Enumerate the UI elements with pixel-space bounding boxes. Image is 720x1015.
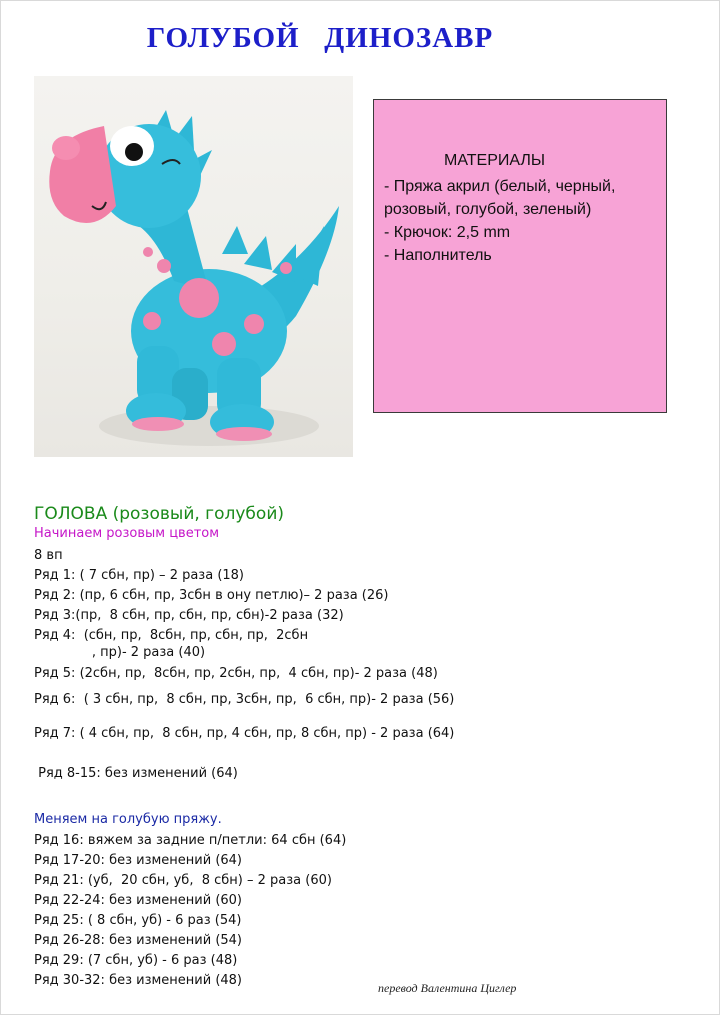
pattern-row: Ряд 22-24: без изменений (60): [34, 893, 243, 908]
pattern-row: Ряд 8-15: без изменений (64): [34, 766, 238, 781]
pattern-row: Ряд 26-28: без изменений (54): [34, 933, 243, 948]
pattern-row: Ряд 21: (уб, 20 сбн, уб, 8 сбн) – 2 раза (60): [34, 873, 332, 888]
section-heading: ГОЛОВА (розовый, голубой): [34, 504, 284, 524]
pattern-row: Ряд 4: (сбн, пр, 8сбн, пр, сбн, пр, 2сбн: [34, 628, 309, 643]
start-color-note: Начинаем розовым цветом: [34, 526, 220, 541]
pattern-row: Ряд 5: (2сбн, пр, 8сбн, пр, 2сбн, пр, 4 сбн, пр)- 2 раза (48): [34, 666, 438, 681]
materials-item: розовый, голубой, зеленый): [384, 201, 592, 218]
materials-item: - Крючок: 2,5 mm: [384, 224, 511, 241]
pattern-row: Ряд 7: ( 4 сбн, пр, 8 сбн, пр, 4 сбн, пр, 8 сбн, пр) - 2 раза (64): [34, 726, 455, 741]
materials-item: - Наполнитель: [384, 247, 492, 264]
pattern-row: , пр)- 2 раза (40): [34, 645, 206, 660]
pattern-row: Ряд 17-20: без изменений (64): [34, 853, 243, 868]
materials-box: [373, 99, 667, 413]
materials-heading: МАТЕРИАЛЫ: [444, 152, 546, 169]
pattern-row: Ряд 3:(пр, 8 сбн, пр, сбн, пр, сбн)-2 раза (32): [34, 608, 344, 623]
pattern-row: Ряд 6: ( 3 сбн, пр, 8 сбн, пр, 3сбн, пр, 6 сбн, пр)- 2 раза (56): [34, 692, 455, 707]
dinosaur-illustration: [34, 76, 353, 457]
page-title: ГОЛУБОЙ ДИНОЗАВР: [146, 22, 494, 54]
pattern-row: Ряд 29: (7 сбн, уб) - 6 раз (48): [34, 953, 238, 968]
pattern-row: Ряд 2: (пр, 6 сбн, пр, 3сбн в ону петлю)– 2 раза (26): [34, 588, 389, 603]
pattern-row: 8 вп: [34, 548, 63, 563]
pattern-row: Ряд 16: вяжем за задние п/петли: 64 сбн (64): [34, 833, 347, 848]
materials-item: - Пряжа акрил (белый, черный,: [384, 178, 616, 195]
pattern-row: Ряд 30-32: без изменений (48): [34, 973, 243, 988]
dinosaur-photo: [34, 76, 353, 457]
pattern-row: Ряд 25: ( 8 сбн, уб) - 6 раз (54): [34, 913, 242, 928]
translator-credit: перевод Валентина Циглер: [378, 981, 517, 995]
pattern-row: Ряд 1: ( 7 сбн, пр) – 2 раза (18): [34, 568, 245, 583]
color-change-note: Меняем на голубую пряжу.: [34, 812, 222, 827]
